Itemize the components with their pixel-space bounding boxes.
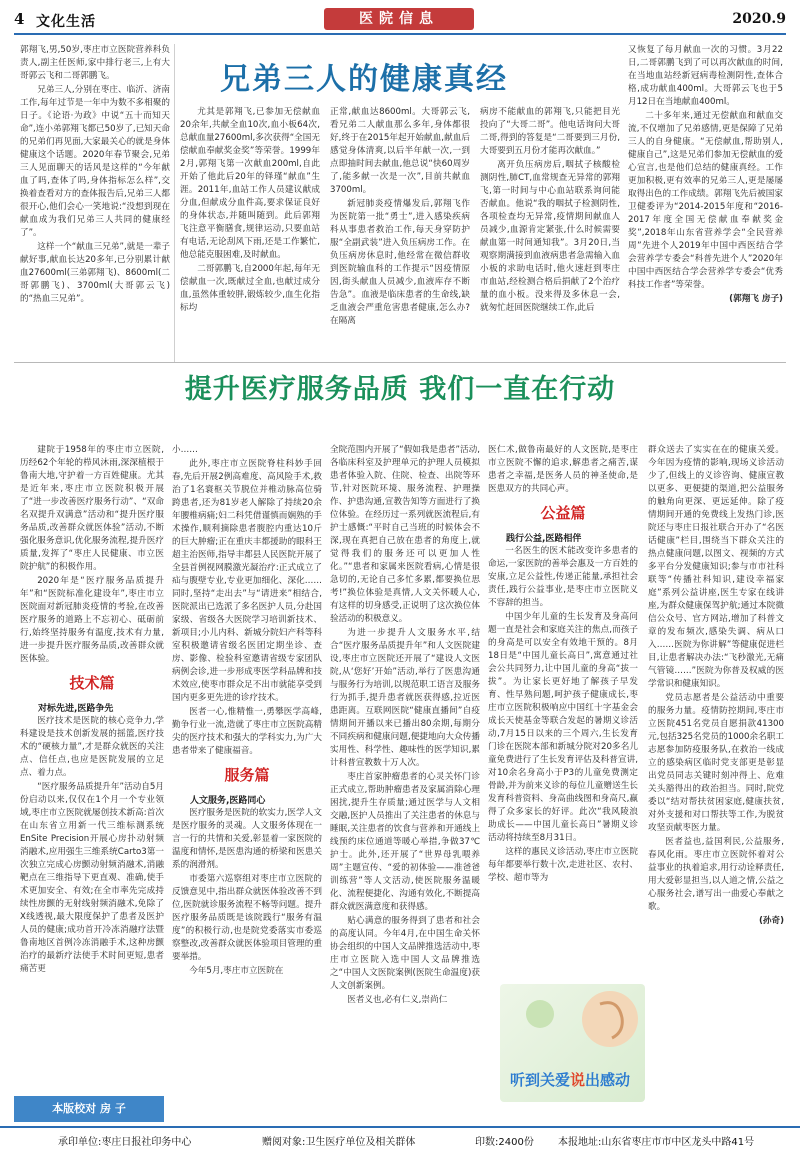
paragraph: 枣庄首家肿瘤患者的心灵关怀门诊正式成立,帮助肿瘤患者及家属消除心理困扰,提升生存质量;通过医学与人文相交融,医护人员推出了关注患者的休息与睡眠,关注患者的饮食与营养和开通线上线预约床位通道等暖心举措,争做37℃护士。此外,还开展了“世界母乳喂养周”主题宣传、“爱的初体验——准爸爸训练营”等人文活动,使医院服务温暖化、流程便捷化、沟通有效化,不断提高群众就医满意度和获得感。	[330, 772, 480, 912]
article2-col3	[330, 444, 480, 1120]
paragraph: 二哥郭鹏飞,自2000年起,每年无偿献血一次,既献过全血,也献过成分血,虽然体重较胖,锻炼较少,血生化指标均	[180, 264, 320, 313]
paragraph: 病房不能献血的郭翔飞,只能把目光投向了“大哥二哥”。他电话询问大哥二哥,得到的答复是“二哥要到三月份,大哥要到五月份才能再次献血。”	[480, 107, 620, 156]
paragraph: 小……	[172, 445, 198, 455]
image-caption	[510, 1069, 630, 1090]
article2-col1	[20, 444, 164, 1092]
paragraph: 离开负压病房后,咽拭子核酸检测阴性,肺CT,血常规查无异常的郭翔飞,第一时间与中心血站联系询问能否献血。他说“我的咽拭子检测阴性,各项检查均无异常,疫情期间献血人员减少,血源肯定紧张,什么时候需要献血第一时间通知我”。3月20日,当观察期满接到血液病患者急需输入血小板的求助电话时,他火速赶到枣庄市血站,经检测合格后捐献了2个治疗量的血小板。没来得及多休息一会,就匆忙赶回医院继续工作,此后	[480, 160, 620, 313]
paragraph: 又恢复了每月献血一次的习惯。3月22日,二哥郭鹏飞到了可以再次献血的时间,在当地血站经新冠病毒检测阴性,查体合格,成功献血400ml。大哥郭云飞也于5月12日在当地献血400ml。	[628, 45, 783, 107]
article2-signature: (孙奇)	[758, 916, 784, 926]
paragraph: 这样一个“献血三兄弟”,就是一辈子献好事,献血长达20多年,已分别累计献血27600ml(三弟郭翔飞)、8600ml(二哥郭鹏飞)、3700ml(大哥郭云飞)的“热血三兄弟”。	[20, 242, 170, 304]
paragraph: 全院范围内开展了“假如我是患者”活动,各临床科室及护理单元的护理人员模拟患者体验入院、住院、检查、出院等环节,针对医院环境、服务流程、护理操作、护患沟通,宣教告知等方面进行了换位体验。在经历过一系列就医流程后,有护士感慨:“平时自己当班的时候体会不深,现在真把自己放在患者的角度上,就觉得我们的服务还可以更加人性化。”“患者和家属来医院看病,心情是很急切的,无论自己多忙多累,都要换位思考!”换位体验是真情,人文关怀暖人心,有这样的切身感受,正说明了这次换位体验活动的积极意义。	[330, 445, 480, 624]
paragraph: 医者一心,惟精惟一,勇攀医学高峰,勤争行业一流,造就了枣庄市立医院高精尖的医疗技术和强大的学科实力,为广大患者带来了健康福音。	[172, 707, 322, 756]
paragraph: 医疗技术是医院的核心竞争力,学科建设是技术创新发展的摇篮,医疗技术的“硬核力量”,才是群众就医的关注点、信任点,也应是医院发展的立足点、着力点。	[20, 716, 164, 778]
caption-part: 出感动	[585, 1071, 631, 1089]
footer-address: 本报地址:山东省枣庄市市中区龙头中路41号	[558, 1137, 755, 1148]
page-footer	[0, 1126, 800, 1148]
subheading: 践行公益,医路相伴	[506, 534, 582, 544]
paragraph: “医疗服务品质提升年”活动自5月份启动以来,仅仅在1个月一个专业领域,枣庄市立医院就屡创技术新高:首次在山东省立用新一代三维标测系统EnSite Precision开展心房扑动射频消融术,应用强生三维系统Carto3第一次独立完成心房颤动射频消融术,消融靶点在三维指导下更直观、准确,使手术更加安全、有效;在全市率先完成持续性房颤的无射线射频消融术,免除了X线透视,最大限度保护了患者及医护人员的健康;成功首开冷冻消融疗法暨鲁南地区首例冷冻消融手术,这种房颤治疗的最新疗法使手术时间更短,患者痛苦更	[20, 782, 164, 974]
footer-printer: 承印单位:枣庄日报社印务中心	[58, 1137, 192, 1148]
caption-part: 到关爱	[525, 1071, 571, 1089]
issue-date: 2020.9	[732, 11, 786, 27]
page-header	[14, 10, 786, 32]
subheading: 对标先进,医路争先	[38, 704, 114, 714]
subheading: 人文服务,医路同心	[190, 796, 266, 806]
article-divider	[14, 362, 786, 363]
paragraph: 新冠肺炎疫情爆发后,郭翔飞作为医院第一批“勇士”,进入感染疾病科从事患者救治工作,每天身穿防护服“全副武装”进入负压病房工作。在负压病房休息时,他经常在微信群收到医院输血科的工作提示“因疫情原因,街头献血人员减少,血液库存不断告急”。血液是临床患者的生命线,缺乏血液会严重危害患者健康,怎么办?在隔离	[330, 199, 470, 326]
paragraph: 尤其是郭翔飞,已参加无偿献血20余年,共献全血10次,血小板64次,总献血量27600ml,多次获得“全国无偿献血奉献奖金奖”等荣誉。1999年2月,郭翔飞第一次献血200ml,自此开始了他此后20年的铎瑾“献血”生涯。2011年,血站工作人员建议献成分血,但献成分血件高,要求保证良好的身体状态,并随叫随到。此后郭翔飞注意平衡膳食,规律运动,只要血站有电话,无论刮风下雨,还是工作繁忙,他总能克服困难,及时献血。	[180, 107, 320, 260]
article2-col5	[648, 444, 784, 1120]
caption-part: 听	[510, 1071, 526, 1089]
masthead-logo: 医院信息	[324, 8, 474, 30]
footer-recipients: 赠阅对象:卫生医疗单位及相关群体	[262, 1137, 416, 1148]
editor-box: 本版校对 房 子	[14, 1096, 164, 1122]
paragraph: 二十多年来,通过无偿献血和献血交流,不仅增加了兄弟感情,更是保障了兄弟三人的自身健康。“无偿献血,帮助别人,健康自己”,这是兄弟们参加无偿献血的爱心宣言,也是他们总结的健康真经。工作更加积极,更有效率的兄弟三人,更是屡屡取得出色的工作成绩。郭翔飞先后被国家卫健委评为“2014-2015年度和“2016-2017年度全国无偿献血奉献奖金奖”,2018年山东省营养学会“全民营养周”先进个人2019年中国中西医结合学会营养学专委会“科普先进个人”2020年中国中西医结合学会营养学专委会“优秀科技工作者”等荣誉。	[628, 111, 783, 290]
paragraph: 医仁术,做鲁南最好的人文医院,是枣庄市立医院不懈的追求,解患者之痛苦,谋患者之幸福,是医务人员的神圣使命,是医患双方的共同心声。	[488, 445, 638, 494]
paragraph: 建院于1958年的枣庄市立医院,历经62个年轮的栉风沐雨,深深植根于鲁南大地,守护着一方百姓健康。尤其是近年来,枣庄市立医院积极开展了“进一步改善医疗服务行动”、“双命名双提升双满意”活动和“提升医疗服务品质,改善群众就医体验”活动,不断强化服务意识,优化服务流程,提升医疗质量,发挥了“枣庄人民健康、市立医院护航”的积极作用。	[20, 445, 164, 572]
paragraph: 群众送去了实实在在的健康关爱。今年因为疫情的影响,现场义诊活动少了,但线上的义诊咨询、健康宣教以更多、更便捷的渠道,把公益服务的触角向更深、更远延伸。除了疫情期间开通的免费线上发热门诊,医院还与枣庄日报社联合开办了“名医话健康”栏目,围绕当下群众关注的热点健康问题,以图文、视频的方式多平台分发健康知识;参与市市社科联等“传播社科知识,建设幸福家庭”系列公益讲座,医生专家在线讲座,为群众健康保驾护航;通过本院微信公众号、官方网站,增加了科普文章的发布频次,感染失调、病从口入……医院为你讲解”等健康促进栏目,让患者解决办法:“飞秒激光,无痛气管镜……”医院为你普及权威的医学常识和健康知识。	[648, 445, 784, 689]
header-rule	[14, 33, 786, 35]
promo-image	[500, 984, 645, 1102]
paragraph: 党员志愿者是公益活动中重要的服务力量。疫情防控期间,枣庄市立医院451名党员自愿捐款41300元,包括325名党员的1000余名职工志愿参加防疫服务队,在救治一线成立的感染病区临时党支部更是彰显出党员同志关键时刻冲得上、危难关头豁得出的政治担当。同时,院党委以“结对帮扶贫困家庭,健康扶贫,对外支援和对口帮扶等工作,为脱贫攻坚贡献枣医力量。	[648, 693, 784, 833]
paragraph: 为进一步提升人文服务水平,结合“医疗服务品质提升年”和人文医院建设,枣庄市立医院还开展了“建设人文医院,从‘您好’开始”活动,举行了医患沟通与服务行为培训,以规范职工语言及服务行为抓手,提升患者就医获得感,拉近医患距离。互联网医院“健康直播间”自疫情期间开播以来已播出80余期,每期分不同疾病和健康问题,便捷地向大众传播实用性、科学性、趣味性的医学知识,累计科普宣教数十万人次。	[330, 628, 480, 768]
section-heading-tech: 技术篇	[69, 674, 115, 692]
paragraph: 市委第六巡察组对枣庄市立医院的反馈意见中,指出群众就医体验改善不到位,医院就诊服务流程不畅等问题。提升医疗服务品质既是该院践行“服务有温度”的积极行动,也是院党委落实市委巡察整改,改善群众就医体验项目管理的重要举措。	[172, 874, 322, 962]
paragraph: 此外,枣庄市立医院脊柱科妙手回春,先后开展2例高难度、高风险手术,救治了1名寰枢关节脱位并椎动脉高位骑跨患者,还为81岁老人解除了持续20余年腰椎病痛;妇二科凭借谨慎而娴熟的手术操作,顺利摘除患者腹腔内重达10斤的巨大肿瘤;正在重庆丰都援助的眼科王超主治医师,指导丰都县人民医院开展了全县首例视网膜激光凝治疗:正式成立了疝与腹壁专业,专业更加细化、深化……同时,坚持“走出去”与“请进来”相结合,医院派出已选派了多名医护人员,分赴国家级、省级各大医院学习培训新技术、新项目;小儿内科、新城分院妇产科等科室积极邀请省级名医团定期坐诊、查房、影像、检验科室邀请省级专家团队病例会诊,进一步形成枣医学科品牌和技术效应,使枣市群众足不出市就能享受到国内更多更先进的诊疗技术。	[172, 459, 322, 703]
paragraph: 2020年是“医疗服务品质提升年”和“医院标准化建设年”,枣庄市立医院面对新冠肺炎疫情的考验,在改善医疗服务的道路上不忘初心、砥砺前行,始终坚持服务有温度,技术有力量,进一步提升医疗服务品质,改善群众就医体验。	[20, 576, 164, 664]
paragraph: 今年5月,枣庄市立医院在	[189, 966, 284, 976]
article1-title: 兄弟三人的健康真经	[220, 62, 508, 97]
paragraph: 这样的惠民义诊活动,枣庄市立医院每年都要举行数十次,走进社区、农村、学校、超市等为	[488, 847, 638, 883]
article1-signature: (郭翔飞 房子)	[729, 294, 783, 304]
column-divider	[174, 44, 175, 362]
article1-col1	[20, 44, 170, 362]
page-number: 4	[14, 10, 25, 28]
section-name: 文化生活	[36, 14, 96, 30]
paragraph: 中国少年儿童的生长发育及身高问题一直是社会和家庭关注的焦点,而孩子的身高是可以安全有效地干预的。8月18日是“中国儿童长高日”,寓意通过社会公共同努力,让中国儿童的身高“拔一拔”。为让家长更好地了解孩子早发育、性早熟问题,呵护孩子健康成长,枣庄市立医院积极响应中国红十字基金会成长天使基金等联合发起的暑期义诊活动,7月15日以来的三个周六,生长发育门诊在医院本部和新城分院对20多名儿童免费进行了生长发育评估及科普宣讲,对10余名身高小于P3的儿童免费测定骨龄,并为前来义诊的每位儿童赠送生长发育科普资料、身高曲线图和身高尺,赢得了众多家长的好评。此次“我风陵浪助成长——中国儿童长高日”暑期义诊活动将持续至8月31日。	[488, 612, 638, 843]
paragraph: 正常,献血达8600ml。大哥郭云飞,看兄弟二人献血那么多年,身体都很好,终于在2015年起开始献血,献血后感觉身体清爽,以后半年献一次,一到点即抽时间去献血,他总说“快60周岁了,能多献一次是一次”,目前共献血3700ml。	[330, 107, 470, 195]
article2-col2	[172, 444, 322, 1120]
paragraph: 医疗服务是医院的软实力,医学人文是医疗服务的灵魂。人文服务体现在一言一行的共情和关爱,彰显着一家医院的温度和情怀,是医患沟通的桥梁和医患关系的润滑剂。	[172, 808, 322, 870]
section-heading-public: 公益篇	[540, 504, 586, 522]
section-heading-service: 服务篇	[224, 766, 270, 784]
paragraph: 贴心满意的服务得到了患者和社会的高度认同。今年4月,在中国生命关怀协会组织的中国人文品牌推选活动中,枣庄市立医院入选中国人文品牌推选之“中国人文医院案例(医院生命温度)获人文创新案例。	[330, 916, 480, 991]
footer-copies: 印数:2400份	[475, 1137, 534, 1148]
paragraph: 医者义也,必有仁义,崇尚仁	[347, 995, 448, 1005]
article2-col4	[488, 444, 638, 980]
article1-col4	[480, 106, 620, 362]
caption-part: 说	[570, 1071, 586, 1089]
article1-col2	[180, 106, 320, 362]
article1-col5	[628, 44, 783, 362]
paragraph: 医者益也,益国利民,公益服务,春风化雨。枣庄市立医院怀着对公益事业的执着追求,用行动诠释责任,用大爱彰显担当,以人道之情,公益之心服务社会,谱写出一曲爱心奉献之歌。	[648, 837, 784, 912]
article1-col3	[330, 106, 470, 362]
article2-title: 提升医疗服务品质 我们一直在行动	[184, 374, 616, 405]
paragraph: 兄弟三人,分别在枣庄、临沂、济南工作,每年过节是一年中为数不多相聚的日子。《论语·为政》中说“五十而知天命”,连小弟郭翔飞都已50岁了,已知天命的兄弟们再见面,大家最关心的就是身体健康这个话题。2020年春节聚会,兄弟三人见面聊天的话风是这样的“今年献血了吗,查体了吗,身体指标怎么样”,交换着查看对方的查体报告后,兄弟三人都很开心,他们会心一笑地说:“没想到现在献血成为我们兄弟三人共同的健康经了”。	[20, 85, 170, 238]
paragraph: 一名医生的医术能改变许多患者的命运,一家医院的善举会惠及一方百姓的安康,立足公益性,传递正能量,承担社会责任,践行公益事业,是枣庄市立医院义不容辞的担当。	[488, 546, 638, 608]
paragraph: 郭翔飞,男,50岁,枣庄市立医院营养科负责人,副主任医师,家中排行老三,上有大哥郭云飞和二哥郭鹏飞。	[20, 45, 170, 81]
